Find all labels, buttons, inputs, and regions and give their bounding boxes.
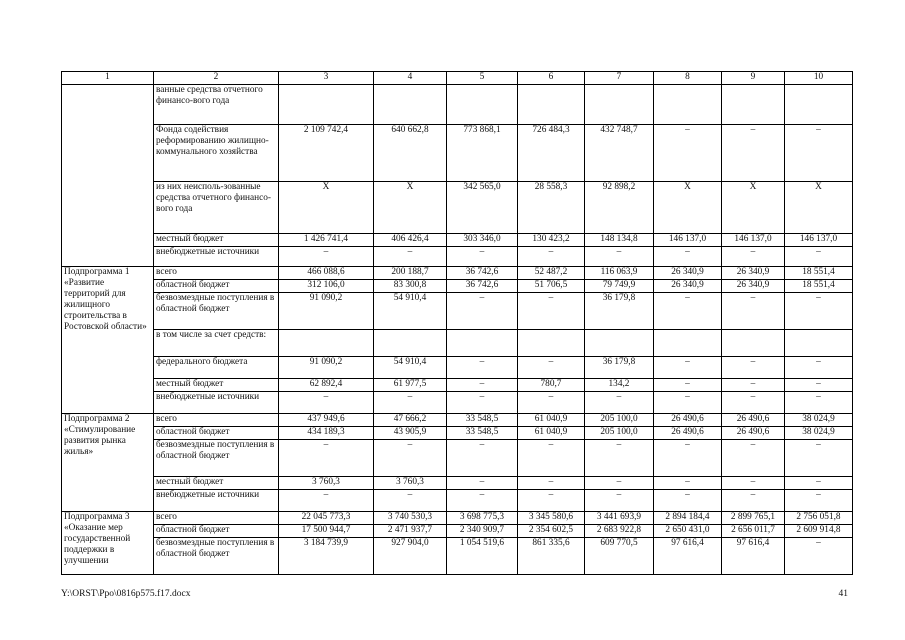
amount-cell: 406 426,4 (374, 234, 447, 247)
amount-cell: 3 740 530,3 (374, 512, 447, 525)
table-row (62, 85, 853, 125)
amount-cell: 33 548,5 (447, 427, 518, 440)
column-header: 3 (279, 72, 374, 85)
column-header: 6 (518, 72, 585, 85)
amount-cell: Х (722, 182, 785, 234)
amount-cell: 51 706,5 (518, 280, 585, 293)
amount-cell: 146 137,0 (654, 234, 722, 247)
amount-cell: 79 749,9 (585, 280, 654, 293)
amount-cell: – (785, 440, 853, 477)
amount-cell: 3 760,3 (279, 477, 374, 490)
amount-cell: Х (785, 182, 853, 234)
column-header: 5 (447, 72, 518, 85)
amount-cell: – (654, 477, 722, 490)
amount-cell: 91 090,2 (279, 357, 374, 379)
table-row (62, 525, 853, 538)
amount-cell: – (518, 392, 585, 414)
amount-cell: 205 100,0 (585, 427, 654, 440)
amount-cell: – (447, 440, 518, 477)
amount-cell: 2 894 184,4 (654, 512, 722, 525)
amount-cell: 36 742,6 (447, 280, 518, 293)
amount-cell: 52 487,2 (518, 267, 585, 280)
amount-cell (585, 330, 654, 357)
amount-cell: – (722, 440, 785, 477)
amount-cell: – (785, 538, 853, 575)
amount-cell: 3 441 693,9 (585, 512, 654, 525)
amount-cell (374, 85, 447, 125)
amount-cell: – (722, 490, 785, 512)
amount-cell: 640 662,8 (374, 125, 447, 182)
funding-source-cell: всего (154, 267, 279, 280)
amount-cell: – (585, 392, 654, 414)
amount-cell: 2 756 051,8 (785, 512, 853, 525)
funding-source-cell: ванные средства отчетного финансо-вого года (154, 85, 279, 125)
table-row (62, 330, 853, 357)
amount-cell: – (722, 293, 785, 330)
column-header: 1 (62, 72, 154, 85)
funding-source-cell: федерального бюджета (154, 357, 279, 379)
amount-cell: 726 484,3 (518, 125, 585, 182)
amount-cell: 61 040,9 (518, 427, 585, 440)
amount-cell: – (785, 392, 853, 414)
amount-cell: 148 134,8 (585, 234, 654, 247)
amount-cell: – (279, 490, 374, 512)
amount-cell: 33 548,5 (447, 414, 518, 427)
amount-cell: 38 024,9 (785, 414, 853, 427)
funding-source-cell: местный бюджет (154, 379, 279, 392)
amount-cell: 3 184 739,9 (279, 538, 374, 575)
amount-cell: 26 340,9 (722, 280, 785, 293)
amount-cell: 3 698 775,3 (447, 512, 518, 525)
amount-cell: 927 904,0 (374, 538, 447, 575)
funding-source-cell: безвозмездные поступления в областной бюджет (154, 293, 279, 330)
funding-source-cell: всего (154, 512, 279, 525)
amount-cell: 1 054 519,6 (447, 538, 518, 575)
budget-table (61, 71, 853, 575)
amount-cell: 2 354 602,5 (518, 525, 585, 538)
amount-cell: – (374, 247, 447, 267)
amount-cell: 303 346,0 (447, 234, 518, 247)
amount-cell: 312 106,0 (279, 280, 374, 293)
amount-cell: – (518, 247, 585, 267)
amount-cell: – (785, 125, 853, 182)
funding-source-cell: безвозмездные поступления в областной бюджет (154, 440, 279, 477)
table-row (62, 234, 853, 247)
amount-cell: 434 189,3 (279, 427, 374, 440)
amount-cell: 861 335,6 (518, 538, 585, 575)
program-name-cell: Подпрограмма 1 «Развитие территорий для жилищного строительства в Ростовской области» (62, 267, 154, 414)
column-header: 4 (374, 72, 447, 85)
page-number: 41 (838, 589, 848, 599)
amount-cell: 2 683 922,8 (585, 525, 654, 538)
amount-cell: – (654, 293, 722, 330)
table-row (62, 490, 853, 512)
amount-cell: – (518, 490, 585, 512)
amount-cell: – (447, 357, 518, 379)
table-row (62, 538, 853, 575)
amount-cell: 61 977,5 (374, 379, 447, 392)
table-row (62, 512, 853, 525)
table-row (62, 477, 853, 490)
amount-cell: 134,2 (585, 379, 654, 392)
amount-cell: – (785, 490, 853, 512)
amount-cell: 91 090,2 (279, 293, 374, 330)
amount-cell: – (722, 125, 785, 182)
amount-cell: – (785, 379, 853, 392)
amount-cell: – (279, 440, 374, 477)
amount-cell: – (585, 490, 654, 512)
amount-cell (518, 330, 585, 357)
amount-cell: 83 300,8 (374, 280, 447, 293)
amount-cell (785, 330, 853, 357)
funding-source-cell: внебюджетные источники (154, 490, 279, 512)
funding-source-cell: всего (154, 414, 279, 427)
amount-cell (374, 330, 447, 357)
amount-cell: 43 905,9 (374, 427, 447, 440)
document-page (61, 71, 852, 575)
table-row (62, 440, 853, 477)
amount-cell: 36 742,6 (447, 267, 518, 280)
amount-cell (585, 85, 654, 125)
amount-cell: – (785, 357, 853, 379)
amount-cell: 18 551,4 (785, 280, 853, 293)
amount-cell (447, 85, 518, 125)
amount-cell: Х (654, 182, 722, 234)
table-row (62, 247, 853, 267)
amount-cell: 437 949,6 (279, 414, 374, 427)
amount-cell: 773 868,1 (447, 125, 518, 182)
amount-cell: – (518, 477, 585, 490)
amount-cell: – (447, 379, 518, 392)
amount-cell: – (279, 247, 374, 267)
amount-cell: 54 910,4 (374, 357, 447, 379)
amount-cell: 200 188,7 (374, 267, 447, 280)
amount-cell: – (518, 293, 585, 330)
column-header: 9 (722, 72, 785, 85)
funding-source-cell: Фонда содействия реформированию жилищно-коммунального хозяйства (154, 125, 279, 182)
amount-cell: 97 616,4 (654, 538, 722, 575)
table-row (62, 392, 853, 414)
amount-cell: – (374, 440, 447, 477)
amount-cell: – (654, 490, 722, 512)
funding-source-cell: областной бюджет (154, 280, 279, 293)
amount-cell: – (518, 440, 585, 477)
amount-cell (785, 85, 853, 125)
amount-cell: 2 109 742,4 (279, 125, 374, 182)
funding-source-cell: внебюджетные источники (154, 392, 279, 414)
amount-cell: 2 609 914,8 (785, 525, 853, 538)
table-row (62, 125, 853, 182)
table-row (62, 267, 853, 280)
amount-cell: – (654, 379, 722, 392)
amount-cell: – (722, 247, 785, 267)
amount-cell: 2 340 909,7 (447, 525, 518, 538)
amount-cell: 2 650 431,0 (654, 525, 722, 538)
amount-cell: – (447, 477, 518, 490)
amount-cell: 36 179,8 (585, 357, 654, 379)
amount-cell: 28 558,3 (518, 182, 585, 234)
amount-cell: – (722, 477, 785, 490)
amount-cell (279, 85, 374, 125)
amount-cell: 26 340,9 (654, 280, 722, 293)
amount-cell: – (654, 357, 722, 379)
amount-cell: 146 137,0 (785, 234, 853, 247)
amount-cell: 432 748,7 (585, 125, 654, 182)
amount-cell: Х (374, 182, 447, 234)
program-name-cell (62, 85, 154, 267)
amount-cell: 205 100,0 (585, 414, 654, 427)
amount-cell: – (722, 379, 785, 392)
amount-cell: – (654, 247, 722, 267)
column-header: 7 (585, 72, 654, 85)
amount-cell: 92 898,2 (585, 182, 654, 234)
amount-cell: 22 045 773,3 (279, 512, 374, 525)
amount-cell: – (654, 392, 722, 414)
amount-cell: 2 471 937,7 (374, 525, 447, 538)
amount-cell: 17 500 944,7 (279, 525, 374, 538)
amount-cell: 780,7 (518, 379, 585, 392)
column-header: 2 (154, 72, 279, 85)
amount-cell: 26 490,6 (654, 414, 722, 427)
amount-cell: 54 910,4 (374, 293, 447, 330)
amount-cell: – (447, 247, 518, 267)
amount-cell: 47 666,2 (374, 414, 447, 427)
amount-cell: Х (279, 182, 374, 234)
funding-source-cell: безвозмездные поступления в областной бюджет (154, 538, 279, 575)
amount-cell: 130 423,2 (518, 234, 585, 247)
table-row (62, 427, 853, 440)
column-header: 8 (654, 72, 722, 85)
table-row (62, 182, 853, 234)
amount-cell (518, 85, 585, 125)
funding-source-cell: из них неисполь-зованные средства отчетного финансо-вого года (154, 182, 279, 234)
amount-cell: 116 063,9 (585, 267, 654, 280)
amount-cell: – (447, 490, 518, 512)
table-row (62, 414, 853, 427)
program-name-cell: Подпрограмма 2 «Стимулирование развития рынка жилья» (62, 414, 154, 512)
amount-cell: 26 340,9 (722, 267, 785, 280)
column-header: 10 (785, 72, 853, 85)
amount-cell: 26 490,6 (654, 427, 722, 440)
amount-cell: 26 340,9 (654, 267, 722, 280)
table-row (62, 357, 853, 379)
table-header-row (62, 72, 853, 85)
funding-source-cell: местный бюджет (154, 234, 279, 247)
amount-cell: – (518, 357, 585, 379)
amount-cell: 61 040,9 (518, 414, 585, 427)
amount-cell: 2 899 765,1 (722, 512, 785, 525)
program-name-cell: Подпрограмма 3 «Оказание мер государственной поддержки в улучшении (62, 512, 154, 575)
amount-cell: – (785, 293, 853, 330)
amount-cell: – (374, 490, 447, 512)
amount-cell: 36 179,8 (585, 293, 654, 330)
funding-source-cell: областной бюджет (154, 525, 279, 538)
amount-cell (447, 330, 518, 357)
amount-cell: 342 565,0 (447, 182, 518, 234)
amount-cell: – (722, 392, 785, 414)
amount-cell: 26 490,6 (722, 427, 785, 440)
amount-cell: 3 345 580,6 (518, 512, 585, 525)
amount-cell: 609 770,5 (585, 538, 654, 575)
table-row (62, 293, 853, 330)
amount-cell: – (585, 440, 654, 477)
amount-cell: – (654, 440, 722, 477)
amount-cell: 26 490,6 (722, 414, 785, 427)
amount-cell: 38 024,9 (785, 427, 853, 440)
funding-source-cell: внебюджетные источники (154, 247, 279, 267)
amount-cell (279, 330, 374, 357)
funding-source-cell: местный бюджет (154, 477, 279, 490)
amount-cell: – (785, 477, 853, 490)
funding-source-cell: областной бюджет (154, 427, 279, 440)
amount-cell (722, 330, 785, 357)
amount-cell (654, 85, 722, 125)
table-row (62, 379, 853, 392)
amount-cell: 18 551,4 (785, 267, 853, 280)
amount-cell: – (654, 125, 722, 182)
amount-cell (654, 330, 722, 357)
amount-cell: 97 616,4 (722, 538, 785, 575)
funding-source-cell: в том числе за счет средств: (154, 330, 279, 357)
amount-cell: 146 137,0 (722, 234, 785, 247)
amount-cell: – (447, 392, 518, 414)
amount-cell: – (279, 392, 374, 414)
amount-cell: 3 760,3 (374, 477, 447, 490)
file-path: Y:\ORST\Ppo\0816p575.f17.docx (61, 589, 191, 599)
amount-cell: – (374, 392, 447, 414)
amount-cell: – (585, 477, 654, 490)
amount-cell: 62 892,4 (279, 379, 374, 392)
amount-cell: 2 656 011,7 (722, 525, 785, 538)
amount-cell: – (722, 357, 785, 379)
table-row (62, 280, 853, 293)
amount-cell: – (785, 247, 853, 267)
amount-cell: – (447, 293, 518, 330)
amount-cell (722, 85, 785, 125)
amount-cell: – (585, 247, 654, 267)
amount-cell: 466 088,6 (279, 267, 374, 280)
amount-cell: 1 426 741,4 (279, 234, 374, 247)
